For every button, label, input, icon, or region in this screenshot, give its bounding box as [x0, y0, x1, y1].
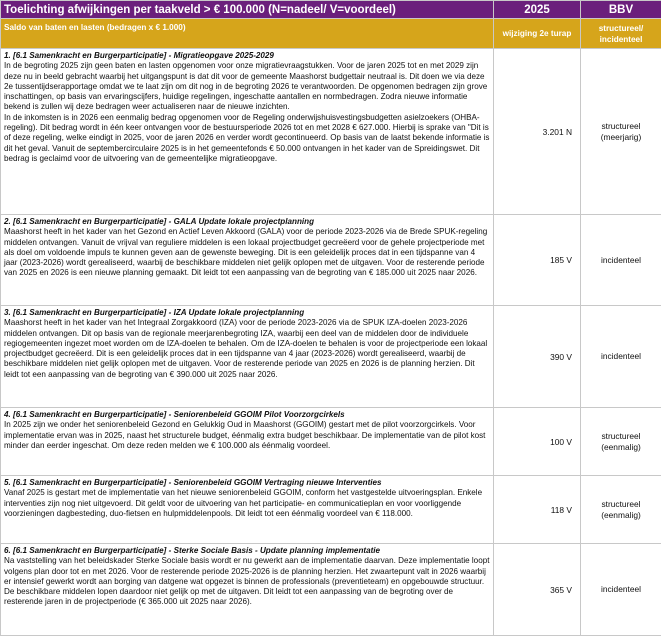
- row-amount: 118 V: [494, 476, 581, 544]
- saldo-label: Saldo van baten en lasten (bedragen x € 1.000): [1, 19, 494, 49]
- row-body: Maashorst heeft in het kader van het Gezond en Actief Leven Akkoord (GALA) voor de periode 2023-2026 via de Brede SPUK-regeling middelen ontvangen. Vanuit de vrijval van reguliere middelen is een lokaal projectbudget gecreëerd voor de gehele projectperiode met als doel om voldoende impuls te kunnen geven aan de gewenste beweging. Dit is een geleidelijk proces dat in een tijdspanne van 4 jaar (2023-2026) wordt gerealiseerd, waarbij de beschikbare middelen niet gelijk oplopen met de uitgaven. Voor de resterende periode van 2025 en 2026 is een nieuwe planning gemaakt. Dit leidt tot een aanpassing van de begroting van € 185.000 uit 2025 naar 2026.: [4, 227, 490, 278]
- kind-header: structureel/ incidenteel: [581, 19, 661, 49]
- row-amount: 365 V: [494, 544, 581, 636]
- row-title: 4. [6.1 Samenkracht en Burgerparticipatie] - Seniorenbeleid GGOIM Pilot Voorzorgcirkels: [4, 410, 490, 420]
- table-title: Toelichting afwijkingen per taakveld > € 100.000 (N=nadeel/ V=voordeel): [1, 1, 494, 19]
- row-body: Vanaf 2025 is gestart met de implementatie van het nieuwe seniorenbeleid GGOIM, conform het vastgestelde uitvoeringsplan. Enkele interventies zijn nog niet uitgevoerd. Dit geldt voor de uitvoering van het participatie- en communicatieplan en voor voorliggende voorzieningen dagbesteding, duo-fietsen en hulpmiddelenpools. Dit leidt tot een éénmalig voordeel van € 118.000.: [4, 488, 490, 519]
- table-row: [1, 215, 661, 306]
- row-description: [1, 544, 494, 636]
- row-body: In de begroting 2025 zijn geen baten en lasten opgenomen voor onze migratievraagstukken. Voor de jaren 2025 tot en met 2029 zijn deze nu in beeld gebracht waarbij het uitgangspunt is dat dit voor de gemeente Maashorst budgettair neutraal is. Dit doen we via deze 2e tussentijdserapportage omdat we te laat zijn om dit nog in de begroting 2026 te verantwoorden. De opgenomen bedragen zijn grove inschattingen, op basis van ervaringscijfers, huidige regelingen, ingeschatte aantallen en normbedragen. Zodra nieuwe informatie bekend is zullen wij deze bedragen weer actualiseren naar de nieuwe inzichten. In de inkomsten is in 2026 een eenmalig bedrag opgenomen voor de Regeling onderwijshuisvestingsbudgetten asielzoekers (OHBA-regeling). Dit bedrag wordt in één keer ontvangen voor de bestuursperiode 2026 tot en met 2028 € 627.000. Hierbij is sprake van "Dit is of deze regeling, welke eindigt in 2025, voor de jaren 2026 en verder wordt gecontinueerd. Op basis van de laatst bekende informatie is dit het geval. Vanuit de septembercirculaire 2025 is in het gemeentefonds € 50.000 ontvangen in het kader van de Spreidingswet. Dit bedrag is geclaimd voor de uitvoering van de gemeentelijke migratieopgave.: [4, 61, 490, 164]
- row-description: [1, 408, 494, 476]
- row-amount: 3.201 N: [494, 49, 581, 215]
- row-description: [1, 49, 494, 215]
- row-bbv: structureel (eenmalig): [581, 408, 661, 476]
- row-bbv: incidenteel: [581, 306, 661, 408]
- row-description: [1, 215, 494, 306]
- row-title: 1. [6.1 Samenkracht en Burgerparticipatie] - Migratieopgave 2025-2029: [4, 51, 490, 61]
- row-bbv: structureel (eenmalig): [581, 476, 661, 544]
- row-title: 2. [6.1 Samenkracht en Burgerparticipatie] - GALA Update lokale projectplanning: [4, 217, 490, 227]
- change-header: wijziging 2e turap: [494, 19, 581, 49]
- table-row: [1, 408, 661, 476]
- table-row: [1, 306, 661, 408]
- row-body: Maashorst heeft in het kader van het Integraal Zorgakkoord (IZA) voor de periode 2023-2026 via de SPUK IZA-doelen 2023-2026 middelen ontvangen. Dit op basis van de regionale meerjarenbegroting IZA, waarbij een deel van de middelen door de individuele regiogemeenten ingezet moet worden om de IZA-doelen te behalen. Om de IZA-doelen te behalen is voor de projectperiode een lokaal projectbudget gecreëerd. Dit is een geleidelijk proces dat in een tijdspanne van 4 jaar (2023-2026) wordt gerealiseerd, waarbij de beschikbare middelen niet gelijk oplopen met de uitgaven. Voor de resterende periode van 2025 en 2026 is de planning herzien. Dit leidt tot een aanpassing van de begroting van € 390.000 uit 2025 naar 2026.: [4, 318, 490, 380]
- row-bbv: incidenteel: [581, 544, 661, 636]
- table-row: [1, 49, 661, 215]
- table-row: [1, 476, 661, 544]
- row-title: 3. [6.1 Samenkracht en Burgerparticipatie] - IZA Update lokale projectplanning: [4, 308, 490, 318]
- row-title: 6. [6.1 Samenkracht en Burgerparticipatie] - Sterke Sociale Basis - Update planning implementatie: [4, 546, 490, 556]
- row-body: Na vaststelling van het beleidskader Sterke Sociale basis wordt er nu gewerkt aan de implementatie daarvan. Deze implementatie loopt volgens plan door tot en met 2026. Voor de resterende periode 2025-2026 is de planning herzien. Het zwaartepunt valt in 2026 waarbij er intensief gewerkt wordt aan borging van datgene wat opgezet is binnen de professionals (preventieteam) en opgebouwde structuur. De beschikbare middelen lopen daardoor niet gelijk op met de uitgaven. Dit leidt tot een aanpassing van de begroting over de resterende jaren in de projectperiode (€ 365.000 uit 2025 naar 2026).: [4, 556, 490, 607]
- row-amount: 185 V: [494, 215, 581, 306]
- row-title: 5. [6.1 Samenkracht en Burgerparticipatie] - Seniorenbeleid GGOIM Vertraging nieuwe Interventies: [4, 478, 490, 488]
- bbv-header: BBV: [581, 1, 661, 19]
- year-header: 2025: [494, 1, 581, 19]
- row-bbv: incidenteel: [581, 215, 661, 306]
- row-amount: 390 V: [494, 306, 581, 408]
- row-description: [1, 476, 494, 544]
- row-body: In 2025 zijn we onder het seniorenbeleid Gezond en Gelukkig Oud in Maashorst (GGOIM) gestart met de pilot voorzorgcirkels. Voor implementatie ervan was in 2025, naast het structurele budget, éénmalig extra budget beschikbaar. De implementatie van de pilot kost minder dan eerder ingeschat. Om deze reden melden we € 100.000 als éénmalig voordeel.: [4, 420, 490, 451]
- subheader-row: [1, 19, 661, 49]
- header-row: [1, 1, 661, 19]
- row-amount: 100 V: [494, 408, 581, 476]
- table-row: [1, 544, 661, 636]
- row-bbv: structureel (meerjarig): [581, 49, 661, 215]
- row-description: [1, 306, 494, 408]
